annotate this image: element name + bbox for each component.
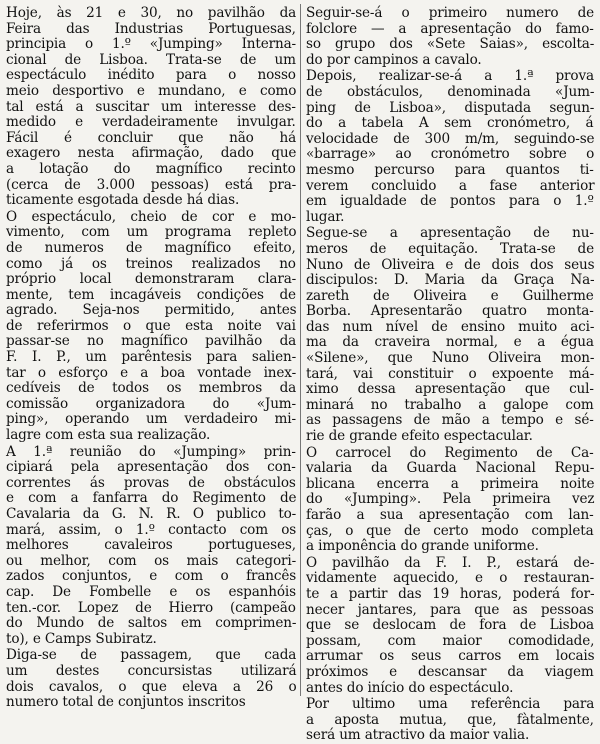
text-line: do «Jumping». Pela primeira vez (306, 491, 595, 508)
text-line: valaria da Guarda Nacional Repu- (306, 460, 595, 477)
text-line: cional de Lisboa. Trata-se de um (6, 51, 296, 68)
paragraph (306, 446, 594, 555)
text-line: arrumar os seus carros em locais (306, 648, 595, 665)
text-line: Feira das Industrias Portuguesas, (6, 20, 296, 37)
text-line: A 1.ª reunião do «Jumping» prin- (6, 443, 296, 460)
text-line: lagre com esta sua realização. (6, 427, 211, 444)
text-line: meros de equitação. Trata-se de (306, 240, 594, 257)
text-line: as passagens de mão a tempo e sé- (306, 412, 594, 429)
text-line: velocidade de 300 m/m, seguindo-se (306, 130, 595, 147)
text-line: zados conjuntos, e com o francês (6, 568, 297, 585)
text-line: rie de grande efeito espectacular. (306, 428, 533, 445)
paragraph (306, 226, 594, 444)
text-line: Depois, realizar-se-á a 1.ª prova (306, 68, 594, 85)
text-line: agrado. Seja-nos permitido, antes (6, 302, 297, 319)
text-line: Hoje, às 21 e 30, no pavilhão da (6, 5, 297, 21)
text-line: mará, assim, o 1.º contacto com os (6, 521, 297, 538)
text-line: so grupo dos «Sete Saias», escolta- (306, 36, 595, 53)
text-line: O espectáculo, cheio de cor e mo- (6, 208, 296, 225)
text-line: tar o esforço e a boa vontade inex- (6, 364, 297, 381)
text-line: comissão organizadora do «Jum- (6, 395, 296, 412)
text-line: e com a fanfarra do Regimento de (6, 490, 297, 507)
paragraph (6, 6, 296, 209)
text-line: próximos e descansar da viagem (306, 663, 594, 680)
paragraph (306, 69, 594, 225)
text-line: a imponência do grande uniforme. (306, 538, 539, 555)
text-line: de referirmos o que esta noite vai (6, 317, 296, 334)
text-line: Diga-se de passagem, que cada (6, 647, 297, 664)
text-line: Por ultimo uma referência para (306, 696, 595, 713)
text-line: ximo dessa apresentação que cul- (306, 381, 594, 398)
text-line: discipulos: D. Maria da Graça Na- (306, 272, 595, 289)
left-column (6, 6, 296, 711)
text-line: mente, tem incagáveis condições de (6, 286, 296, 303)
text-line: blicana encerra a primeira noite (306, 475, 595, 492)
text-line: O carrocel do Regimento de Ca- (306, 444, 594, 461)
text-line: Cavalaria da G. N. R. O publico to- (6, 506, 297, 522)
column-divider (300, 4, 301, 696)
text-line: medido e verdadeiramente invulgar. (6, 114, 296, 131)
text-line: Fácil é concluir que não há (6, 129, 297, 146)
text-line: dois cavalos, o que eleva a 26 o (6, 678, 297, 695)
text-line: a lotação do magnífico recinto (6, 160, 296, 177)
text-line: das num nível de ensino muito aci- (306, 318, 595, 335)
right-column (306, 6, 594, 744)
text-line: Nuno de Oliveira e de dois dos seus (306, 256, 595, 273)
paragraph (306, 556, 594, 696)
text-line: O pavilhão da F. I. P., estará de- (306, 554, 595, 571)
text-line: será um atractivo da maior valia. (306, 727, 530, 744)
text-line: que se deslocam de fora de Lisboa (306, 617, 595, 634)
text-line: vimento, com um programa repleto (6, 224, 297, 241)
text-line: verem concluido a fase anterior (306, 177, 595, 194)
text-line: correntes ás provas de obstáculos (6, 474, 296, 491)
paragraph (6, 210, 296, 444)
text-line: de obstáculos, denominada «Jum- (306, 83, 595, 100)
text-line: como já os treinos realizados no (6, 255, 296, 272)
text-line: cipiará pela apresentação dos con- (6, 459, 296, 476)
text-line: de numeros de magnífico efeito, (6, 239, 296, 256)
text-line: cedíveis de todos os membros da (6, 380, 297, 397)
text-line: meio desportivo e mundano, e como (6, 82, 297, 99)
text-line: em igualdade de pontos para o 1.º (306, 193, 594, 210)
text-line: cap. De Fombelle e os espanhóis (6, 583, 296, 600)
text-line: zareth de Oliveira e Guilherme (306, 287, 594, 304)
text-line: tal está a suscitar um interesse des- (6, 98, 296, 115)
text-line: espectáculo inédito para o nosso (6, 67, 296, 84)
text-line: exagero nesta afirmação, dado que (6, 145, 297, 162)
text-line: vidamente aquecido, e o restauran- (306, 570, 595, 587)
text-line: ma da craveira normal, e a égua (306, 334, 594, 351)
text-line: do por campinos a cavalo. (306, 51, 482, 68)
text-line: «Silene», que Nuno Oliveira mon- (306, 350, 595, 367)
text-line: lugar. (306, 208, 345, 225)
text-line: Seguir-se-á o primeiro numero de (306, 5, 595, 21)
text-line: folclore — a apresentação do famo- (306, 20, 594, 37)
text-line: ping de Lisboa», disputada segun- (306, 99, 595, 116)
text-line: do Mundo de saltos em comprimen- (6, 615, 297, 632)
text-line: Borba. Apresentarão quatro monta- (306, 303, 594, 320)
text-line: próprio local demonstraram clara- (6, 271, 297, 288)
text-line: te a partir das 19 horas, poderá for- (306, 585, 595, 602)
text-line: antes do início do espectáculo. (306, 679, 514, 696)
text-line: «barrage» ao cronómetro sobre o (306, 146, 595, 163)
paragraph (306, 6, 594, 68)
paragraph (6, 445, 296, 648)
paragraph (6, 648, 296, 710)
text-line: principia o 1.º «Jumping» Interna- (6, 36, 296, 53)
text-line: possam, com maior comodidade, (306, 632, 595, 649)
text-line: ten.-cor. Lopez de Hierro (campeão (6, 599, 296, 616)
text-line: (cerca de 3.000 pessoas) está pra- (6, 176, 297, 193)
text-line: mesmo percurso para quantos ti- (306, 161, 594, 178)
paragraph (306, 697, 594, 744)
text-line: ças, o que de certo modo completa (306, 522, 594, 539)
text-line: melhores cavaleiros portugueses, (6, 537, 296, 554)
text-line: necer jantares, para que as pessoas (306, 601, 594, 618)
text-line: ou melhor, com os mais categori- (6, 552, 297, 569)
text-line: passar-se no magnífico pavilhão da (6, 333, 297, 350)
text-line: tará, vai constituir o expoente má- (306, 365, 595, 382)
text-line: farão a sua apresentação com lan- (306, 507, 594, 523)
text-line: um destes concursistas utilizará (6, 662, 297, 679)
text-line: F. I. P., um parêntesis para salien- (6, 349, 297, 366)
text-line: ticamente esgotada desde há dias. (6, 192, 240, 209)
text-line: numero total de conjuntos inscritos (6, 694, 246, 711)
text-line: minará no trabalho a galope com (306, 396, 594, 413)
text-line: do a tabela A sem cronómetro, á (306, 115, 594, 132)
text-line: Segue-se a apresentação de nu- (306, 225, 594, 242)
text-line: a aposta mutua, que, fàtalmente, (306, 711, 594, 728)
text-line: to), e Camps Subiratz. (6, 630, 157, 647)
text-line: ping», operando um verdadeiro mi- (6, 411, 296, 428)
